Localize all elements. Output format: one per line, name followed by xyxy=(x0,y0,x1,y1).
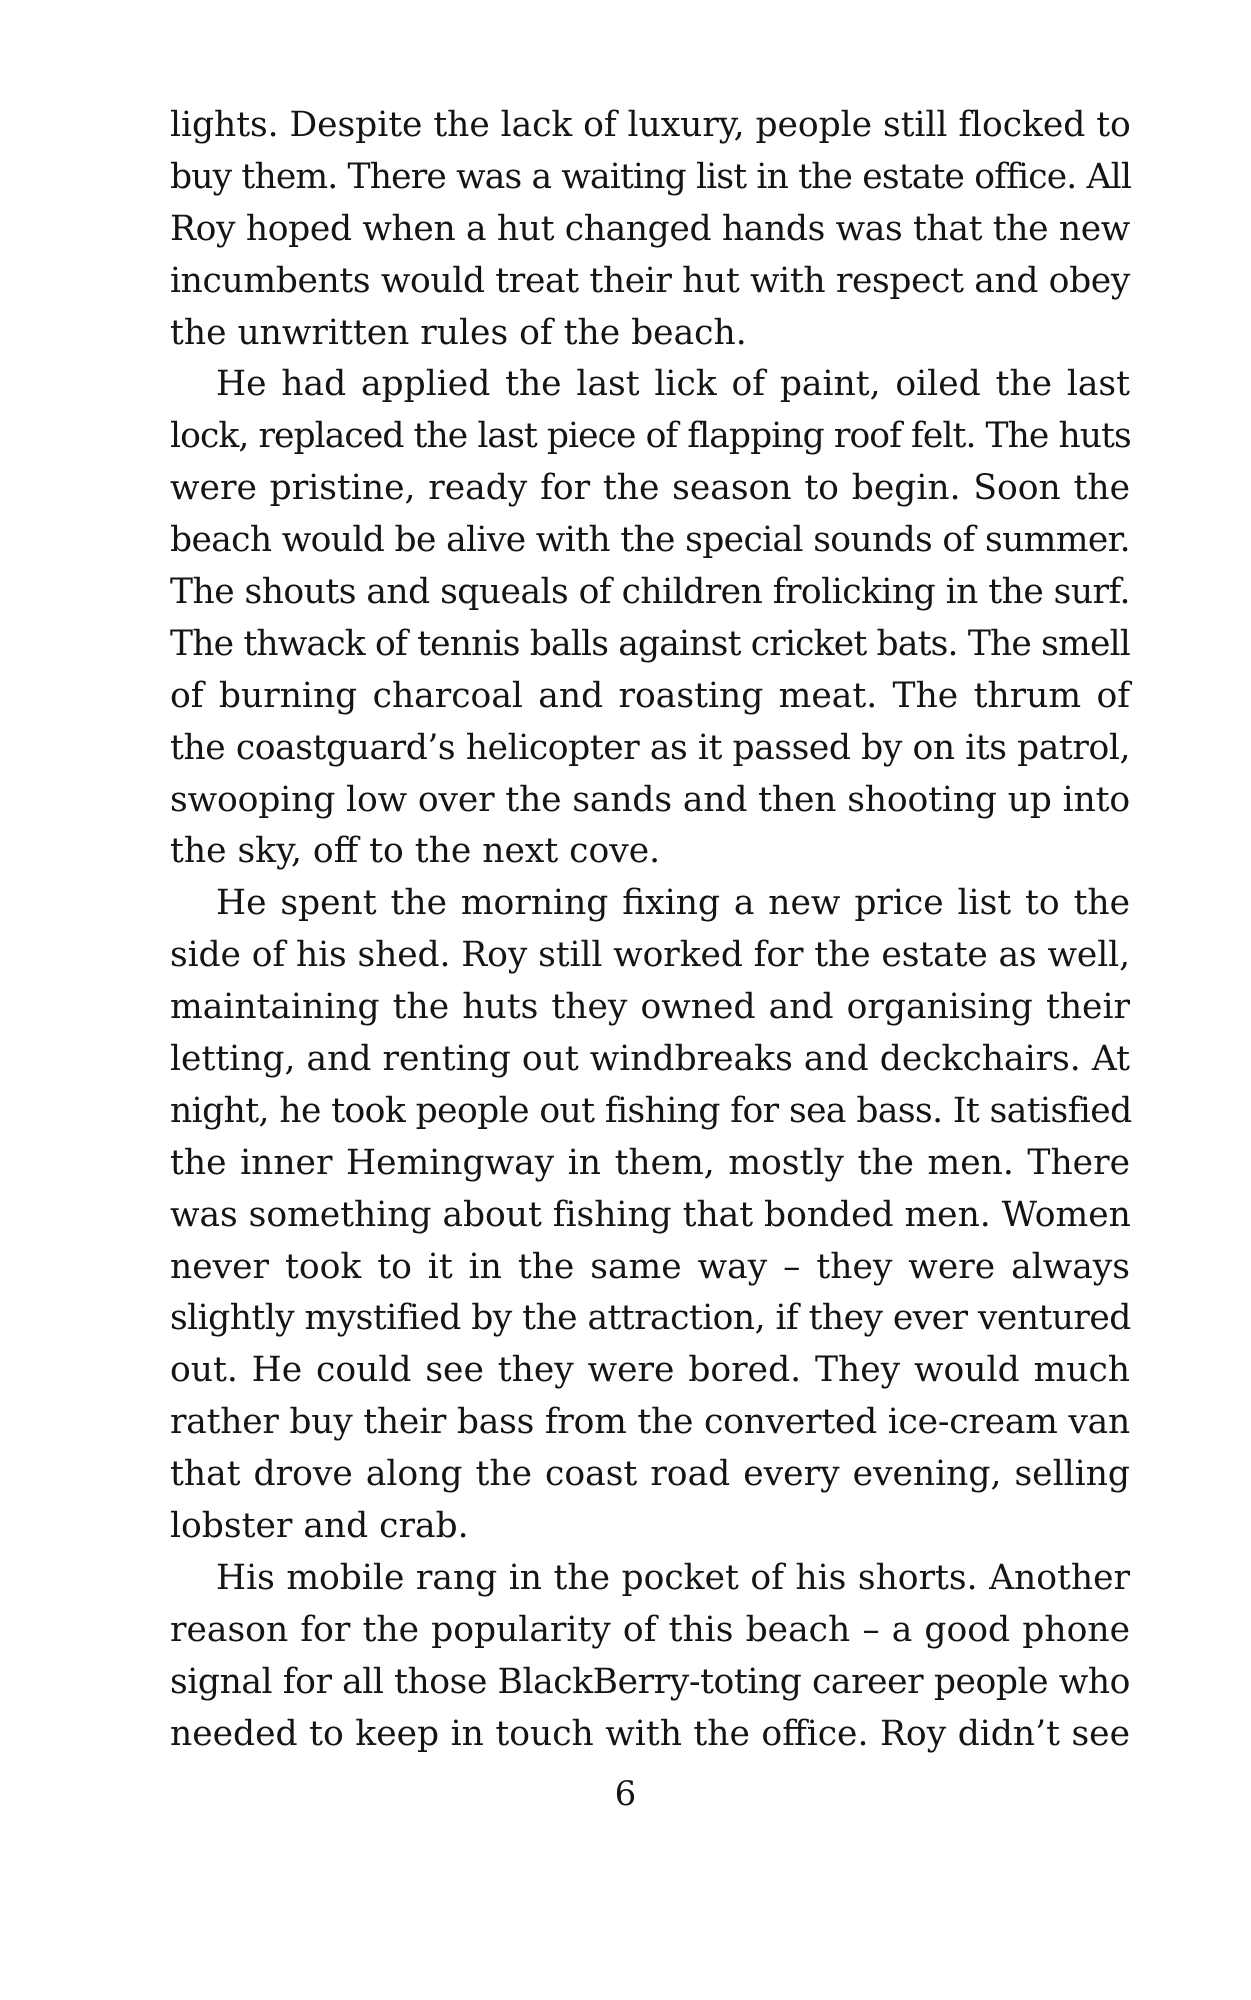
text-line: needed to keep in touch with the office. Roy didn’t see xyxy=(170,1713,1130,1754)
text-line: buy them. There was a waiting list in the estate office. All xyxy=(170,156,1132,197)
text-line: signal for all those BlackBerry-toting career people who xyxy=(170,1661,1130,1702)
text-line: rather buy their bass from the converted ice-cream van xyxy=(170,1402,1130,1443)
text-line: the coastguard’s helicopter as it passed by on its patrol, xyxy=(170,727,1131,768)
paragraph-4 xyxy=(170,1553,1130,1761)
text-line: the sky, off to the next cove. xyxy=(170,831,661,872)
text-line: incumbents would treat their hut with respect and obey xyxy=(170,260,1130,301)
text-line: reason for the popularity of this beach – a good phone xyxy=(170,1609,1130,1650)
page-number: 6 xyxy=(614,1774,637,1814)
text-line: night, he took people out fishing for sea bass. It satisfied xyxy=(170,1090,1132,1131)
text-line: He had applied the last lick of paint, oiled the last xyxy=(216,364,1130,405)
text-line: of burning charcoal and roasting meat. The thrum of xyxy=(170,675,1130,716)
text-line: lights. Despite the lack of luxury, people still flocked to xyxy=(170,105,1131,145)
text-line: were pristine, ready for the season to begin. Soon the xyxy=(170,468,1130,509)
text-line: out. He could see they were bored. They would much xyxy=(170,1350,1130,1391)
text-line: His mobile rang in the pocket of his shorts. Another xyxy=(216,1557,1130,1598)
text-line: swooping low over the sands and then shooting up into xyxy=(170,779,1130,820)
paragraph-2 xyxy=(170,359,1130,878)
text-line: the unwritten rules of the beach. xyxy=(170,312,747,353)
text-line: The thwack of tennis balls against cricket bats. The smell xyxy=(170,623,1130,664)
text-line: side of his shed. Roy still worked for the estate as well, xyxy=(170,935,1130,976)
text-line: was something about fishing that bonded men. Women xyxy=(170,1194,1131,1235)
text-line: beach would be alive with the special sounds of summer. xyxy=(170,520,1130,561)
text-line: lobster and crab. xyxy=(170,1506,469,1547)
text-line: letting, and renting out windbreaks and deckchairs. At xyxy=(170,1039,1130,1080)
text-line: that drove along the coast road every evening, selling xyxy=(170,1454,1130,1495)
text-line: slightly mystified by the attraction, if they ever ventured xyxy=(170,1298,1131,1339)
text-line: maintaining the huts they owned and organising their xyxy=(170,987,1130,1028)
text-line: Roy hoped when a hut changed hands was that the new xyxy=(170,208,1130,249)
body-text xyxy=(170,100,1130,1761)
paragraph-3 xyxy=(170,878,1130,1553)
text-line: lock, replaced the last piece of flapping roof felt. The huts xyxy=(170,416,1131,457)
paragraph-1 xyxy=(170,100,1130,359)
text-line: never took to it in the same way – they were always xyxy=(170,1246,1130,1287)
text-line: the inner Hemingway in them, mostly the men. There xyxy=(170,1142,1130,1183)
text-line: He spent the morning fixing a new price list to the xyxy=(216,883,1130,924)
text-line: The shouts and squeals of children frolicking in the surf. xyxy=(170,572,1130,613)
